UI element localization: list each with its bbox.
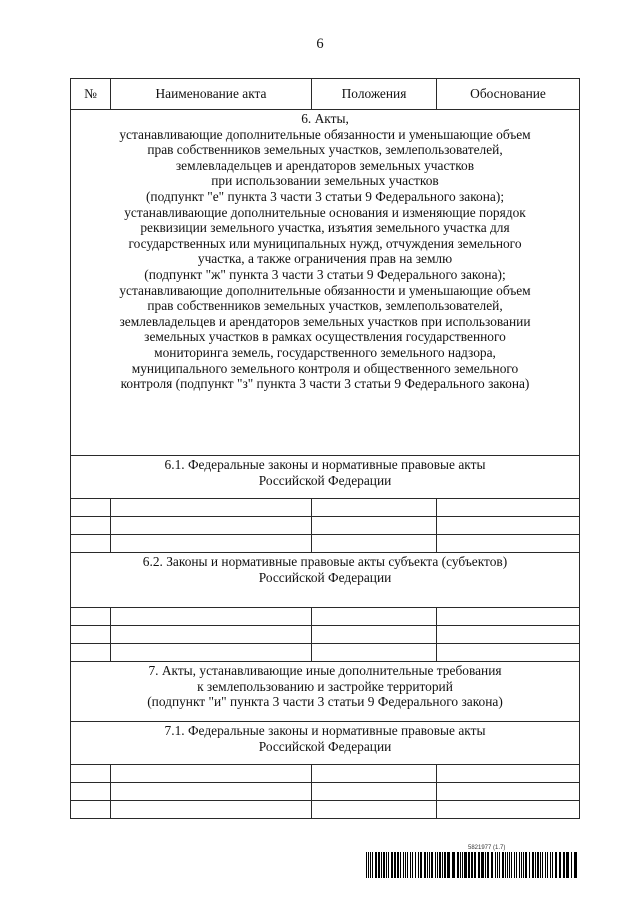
table-row xyxy=(71,765,580,783)
subsection-6-2-row xyxy=(71,553,580,608)
page-number: 6 xyxy=(316,36,324,52)
table-cell xyxy=(71,783,111,801)
table-cell xyxy=(312,801,437,819)
acts-table xyxy=(70,78,580,819)
table-cell xyxy=(111,535,312,553)
table-cell xyxy=(71,644,111,662)
table-row xyxy=(71,535,580,553)
subsection-7-1-row xyxy=(71,722,580,765)
table-cell xyxy=(312,499,437,517)
barcode-label: 5821977 (1.7) xyxy=(468,845,506,851)
table-row xyxy=(71,499,580,517)
table-row xyxy=(71,517,580,535)
table-cell xyxy=(111,644,312,662)
section-7-row xyxy=(71,662,580,722)
table-cell xyxy=(71,608,111,626)
subsection-6-1-row xyxy=(71,456,580,499)
table-cell xyxy=(71,626,111,644)
table-cell xyxy=(437,535,580,553)
barcode-icon xyxy=(366,852,578,878)
table-cell xyxy=(437,608,580,626)
subsection-7-1-heading: 7.1. Федеральные законы и нормативные правовые акты Российской Федерации xyxy=(164,723,486,754)
table-row xyxy=(71,801,580,819)
table-cell xyxy=(312,535,437,553)
table-cell xyxy=(71,801,111,819)
table-row xyxy=(71,783,580,801)
table-row xyxy=(71,608,580,626)
table-cell xyxy=(437,765,580,783)
table-cell xyxy=(71,535,111,553)
table-cell xyxy=(312,765,437,783)
table-cell xyxy=(71,765,111,783)
table-cell xyxy=(437,644,580,662)
subsection-6-1-heading: 6.1. Федеральные законы и нормативные правовые акты Российской Федерации xyxy=(164,457,486,488)
section-6-heading: 6. Акты, устанавливающие дополнительные обязанности и уменьшающие объем прав собственников земельных участков, землепользователей, землевладельцев и арендаторов земельных участков при использовании земельных участков (подпункт "е" пункта 3 части 3 статьи 9 Федерального закона); устанавливающие дополнительные основания и изменяющие порядок реквизиции земельного участка, изъятия земельного участка для государственных или муниципальных нужд, отчуждения земельного участка, а также ограничения прав на землю (подпункт "ж" пункта 3 части 3 статьи 9 Федерального закона); устанавливающие дополнительные обязанности и уменьшающие объем прав собственников земельных участков, землепользователей, землевладельцев и арендаторов земельных участков при использовании земельных участков в рамках осуществления государственного мониторинга земель, государственного земельного надзора, муниципального земельного контроля и общественного земельного контроля (подпункт "з" пункта 3 части 3 статьи 9 Федерального закона) xyxy=(119,111,531,392)
table-cell xyxy=(437,499,580,517)
table-cell xyxy=(71,517,111,535)
header-provisions: Положения xyxy=(312,79,437,110)
table-cell xyxy=(111,783,312,801)
table-header-row xyxy=(71,79,580,110)
table-cell xyxy=(437,626,580,644)
table-row xyxy=(71,644,580,662)
section-6-row xyxy=(71,110,580,456)
table-cell xyxy=(111,499,312,517)
table-cell xyxy=(312,517,437,535)
header-justification: Обоснование xyxy=(437,79,580,110)
table-cell xyxy=(111,517,312,535)
table-row xyxy=(71,626,580,644)
table-cell xyxy=(71,499,111,517)
table-cell xyxy=(312,608,437,626)
header-act-name: Наименование акта xyxy=(111,79,312,110)
table-cell xyxy=(111,765,312,783)
table-cell xyxy=(312,626,437,644)
table-cell xyxy=(111,801,312,819)
table-cell xyxy=(312,644,437,662)
section-7-heading: 7. Акты, устанавливающие иные дополнительные требования к землепользованию и застройке территорий (подпункт "и" пункта 3 части 3 статьи 9 Федерального закона) xyxy=(147,663,503,710)
table-cell xyxy=(437,801,580,819)
table-cell xyxy=(312,783,437,801)
header-number: № xyxy=(71,79,111,110)
table-cell xyxy=(111,626,312,644)
subsection-6-2-heading: 6.2. Законы и нормативные правовые акты субъекта (субъектов) Российской Федерации xyxy=(142,554,508,585)
table-cell xyxy=(437,783,580,801)
table-cell xyxy=(437,517,580,535)
table-cell xyxy=(111,608,312,626)
